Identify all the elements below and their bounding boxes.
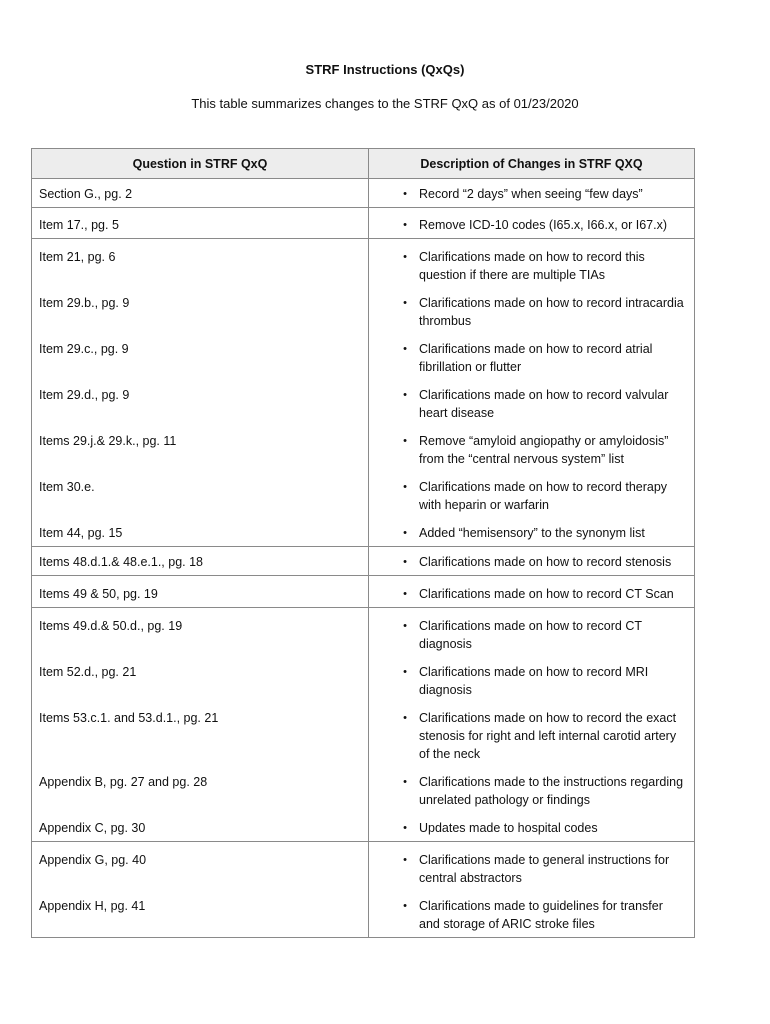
description-cell — [369, 703, 695, 767]
question-cell — [32, 208, 369, 239]
description-text: Clarifications made on how to record atrial fibrillation or flutter — [419, 342, 653, 374]
bullet-icon: • — [403, 297, 407, 309]
question-text: Appendix G, pg. 40 — [39, 853, 147, 867]
description-cell — [369, 208, 695, 239]
bullet-icon: • — [403, 588, 407, 600]
table-row — [32, 334, 695, 380]
bullet-item — [369, 518, 694, 546]
bullet-item — [369, 239, 694, 288]
description-text: Clarifications made to general instructions for central abstractors — [419, 853, 670, 885]
bullet-icon: • — [403, 620, 407, 632]
table-row — [32, 891, 695, 938]
table-row — [32, 179, 695, 208]
table-row — [32, 842, 695, 892]
description-text: Remove “amyloid angiopathy or amyloidosis” from the “central nervous system” list — [419, 434, 669, 466]
question-text: Appendix B, pg. 27 and pg. 28 — [39, 775, 208, 789]
bullet-icon: • — [403, 389, 407, 401]
description-text: Clarifications made on how to record this question if there are multiple TIAs — [419, 250, 645, 282]
bullet-icon: • — [403, 854, 407, 866]
question-cell — [32, 239, 369, 289]
description-text: Clarifications made on how to record MRI diagnosis — [419, 665, 649, 697]
description-cell — [369, 842, 695, 892]
bullet-icon: • — [403, 712, 407, 724]
question-cell — [32, 380, 369, 426]
question-cell — [32, 891, 369, 938]
description-cell — [369, 239, 695, 289]
question-text: Items 29.j.& 29.k., pg. 11 — [39, 434, 177, 448]
description-cell — [369, 179, 695, 208]
column-header-question: Question in STRF QxQ — [32, 149, 369, 179]
question-text: Section G., pg. 2 — [39, 187, 133, 201]
description-text: Clarifications made on how to record CT diagnosis — [419, 619, 642, 651]
description-text: Clarifications made on how to record intracardia thrombus — [419, 296, 684, 328]
bullet-item — [369, 547, 694, 575]
table-row — [32, 608, 695, 658]
bullet-icon: • — [403, 666, 407, 678]
table-header-row — [32, 149, 695, 179]
description-cell — [369, 518, 695, 547]
bullet-icon: • — [403, 219, 407, 231]
description-text: Clarifications made on how to record the exact stenosis for right and left internal carotid artery of the neck — [419, 711, 677, 761]
description-cell — [369, 334, 695, 380]
table-row — [32, 288, 695, 334]
question-text: Item 30.e. — [39, 480, 95, 494]
bullet-icon: • — [403, 822, 407, 834]
description-text: Added “hemisensory” to the synonym list — [419, 526, 645, 540]
description-text: Clarifications made on how to record therapy with heparin or warfarin — [419, 480, 668, 512]
bullet-item — [369, 426, 694, 472]
question-text: Items 49 & 50, pg. 19 — [39, 587, 158, 601]
table-row — [32, 703, 695, 767]
question-cell — [32, 703, 369, 767]
bullet-icon: • — [403, 188, 407, 200]
description-cell — [369, 288, 695, 334]
description-text: Clarifications made on how to record valvular heart disease — [419, 388, 669, 420]
bullet-icon: • — [403, 527, 407, 539]
table-row — [32, 547, 695, 576]
bullet-item — [369, 179, 694, 207]
bullet-item — [369, 334, 694, 380]
description-cell — [369, 547, 695, 576]
description-text: Record “2 days” when seeing “few days” — [419, 187, 643, 201]
question-text: Item 17., pg. 5 — [39, 218, 119, 232]
bullet-icon: • — [403, 900, 407, 912]
bullet-item — [369, 472, 694, 518]
bullet-item — [369, 657, 694, 703]
question-cell — [32, 288, 369, 334]
question-text: Item 44, pg. 15 — [39, 526, 123, 540]
description-text: Updates made to hospital codes — [419, 821, 598, 835]
table-row — [32, 767, 695, 813]
question-cell — [32, 547, 369, 576]
bullet-item — [369, 767, 694, 813]
question-text: Item 21, pg. 6 — [39, 250, 116, 264]
question-text: Item 29.c., pg. 9 — [39, 342, 129, 356]
description-cell — [369, 813, 695, 842]
document-title: STRF Instructions (QxQs) — [305, 62, 465, 77]
description-cell — [369, 380, 695, 426]
question-cell — [32, 842, 369, 892]
bullet-item — [369, 842, 694, 891]
bullet-item — [369, 813, 694, 841]
bullet-icon: • — [403, 343, 407, 355]
question-text: Appendix H, pg. 41 — [39, 899, 146, 913]
question-cell — [32, 576, 369, 608]
description-cell — [369, 891, 695, 938]
question-text: Item 29.d., pg. 9 — [39, 388, 130, 402]
table-row — [32, 518, 695, 547]
bullet-item — [369, 891, 694, 937]
bullet-icon: • — [403, 776, 407, 788]
document-subtitle: This table summarizes changes to the STRF QxQ as of 01/23/2020 — [191, 96, 579, 111]
bullet-icon: • — [403, 481, 407, 493]
description-cell — [369, 576, 695, 608]
column-header-description: Description of Changes in STRF QXQ — [369, 149, 695, 179]
question-cell — [32, 657, 369, 703]
table-row — [32, 208, 695, 239]
question-text: Item 29.b., pg. 9 — [39, 296, 130, 310]
bullet-item — [369, 380, 694, 426]
question-text: Items 48.d.1.& 48.e.1., pg. 18 — [39, 555, 203, 569]
bullet-item — [369, 208, 694, 238]
question-cell — [32, 518, 369, 547]
description-text: Clarifications made on how to record CT Scan — [419, 587, 674, 601]
bullet-item — [369, 608, 694, 657]
bullet-item — [369, 576, 694, 607]
description-text: Clarifications made to guidelines for transfer and storage of ARIC stroke files — [419, 899, 663, 931]
description-text: Clarifications made to the instructions regarding unrelated pathology or findings — [419, 775, 684, 807]
question-text: Items 53.c.1. and 53.d.1., pg. 21 — [39, 711, 219, 725]
table-row — [32, 472, 695, 518]
question-cell — [32, 608, 369, 658]
description-cell — [369, 426, 695, 472]
table-row — [32, 239, 695, 289]
table-body — [32, 179, 695, 938]
table-row — [32, 813, 695, 842]
description-cell — [369, 767, 695, 813]
bullet-item — [369, 703, 694, 767]
changes-table — [31, 148, 695, 938]
table-row — [32, 576, 695, 608]
question-cell — [32, 472, 369, 518]
table-row — [32, 380, 695, 426]
description-cell — [369, 657, 695, 703]
question-cell — [32, 813, 369, 842]
question-cell — [32, 426, 369, 472]
question-cell — [32, 179, 369, 208]
table-row — [32, 426, 695, 472]
bullet-icon: • — [403, 435, 407, 447]
description-cell — [369, 472, 695, 518]
question-text: Items 49.d.& 50.d., pg. 19 — [39, 619, 183, 633]
bullet-icon: • — [403, 556, 407, 568]
question-text: Item 52.d., pg. 21 — [39, 665, 137, 679]
question-cell — [32, 767, 369, 813]
question-cell — [32, 334, 369, 380]
table-row — [32, 657, 695, 703]
question-text: Appendix C, pg. 30 — [39, 821, 146, 835]
description-text: Remove ICD-10 codes (I65.x, I66.x, or I67.x) — [419, 218, 668, 232]
description-cell — [369, 608, 695, 658]
description-text: Clarifications made on how to record stenosis — [419, 555, 672, 569]
bullet-item — [369, 288, 694, 334]
bullet-icon: • — [403, 251, 407, 263]
